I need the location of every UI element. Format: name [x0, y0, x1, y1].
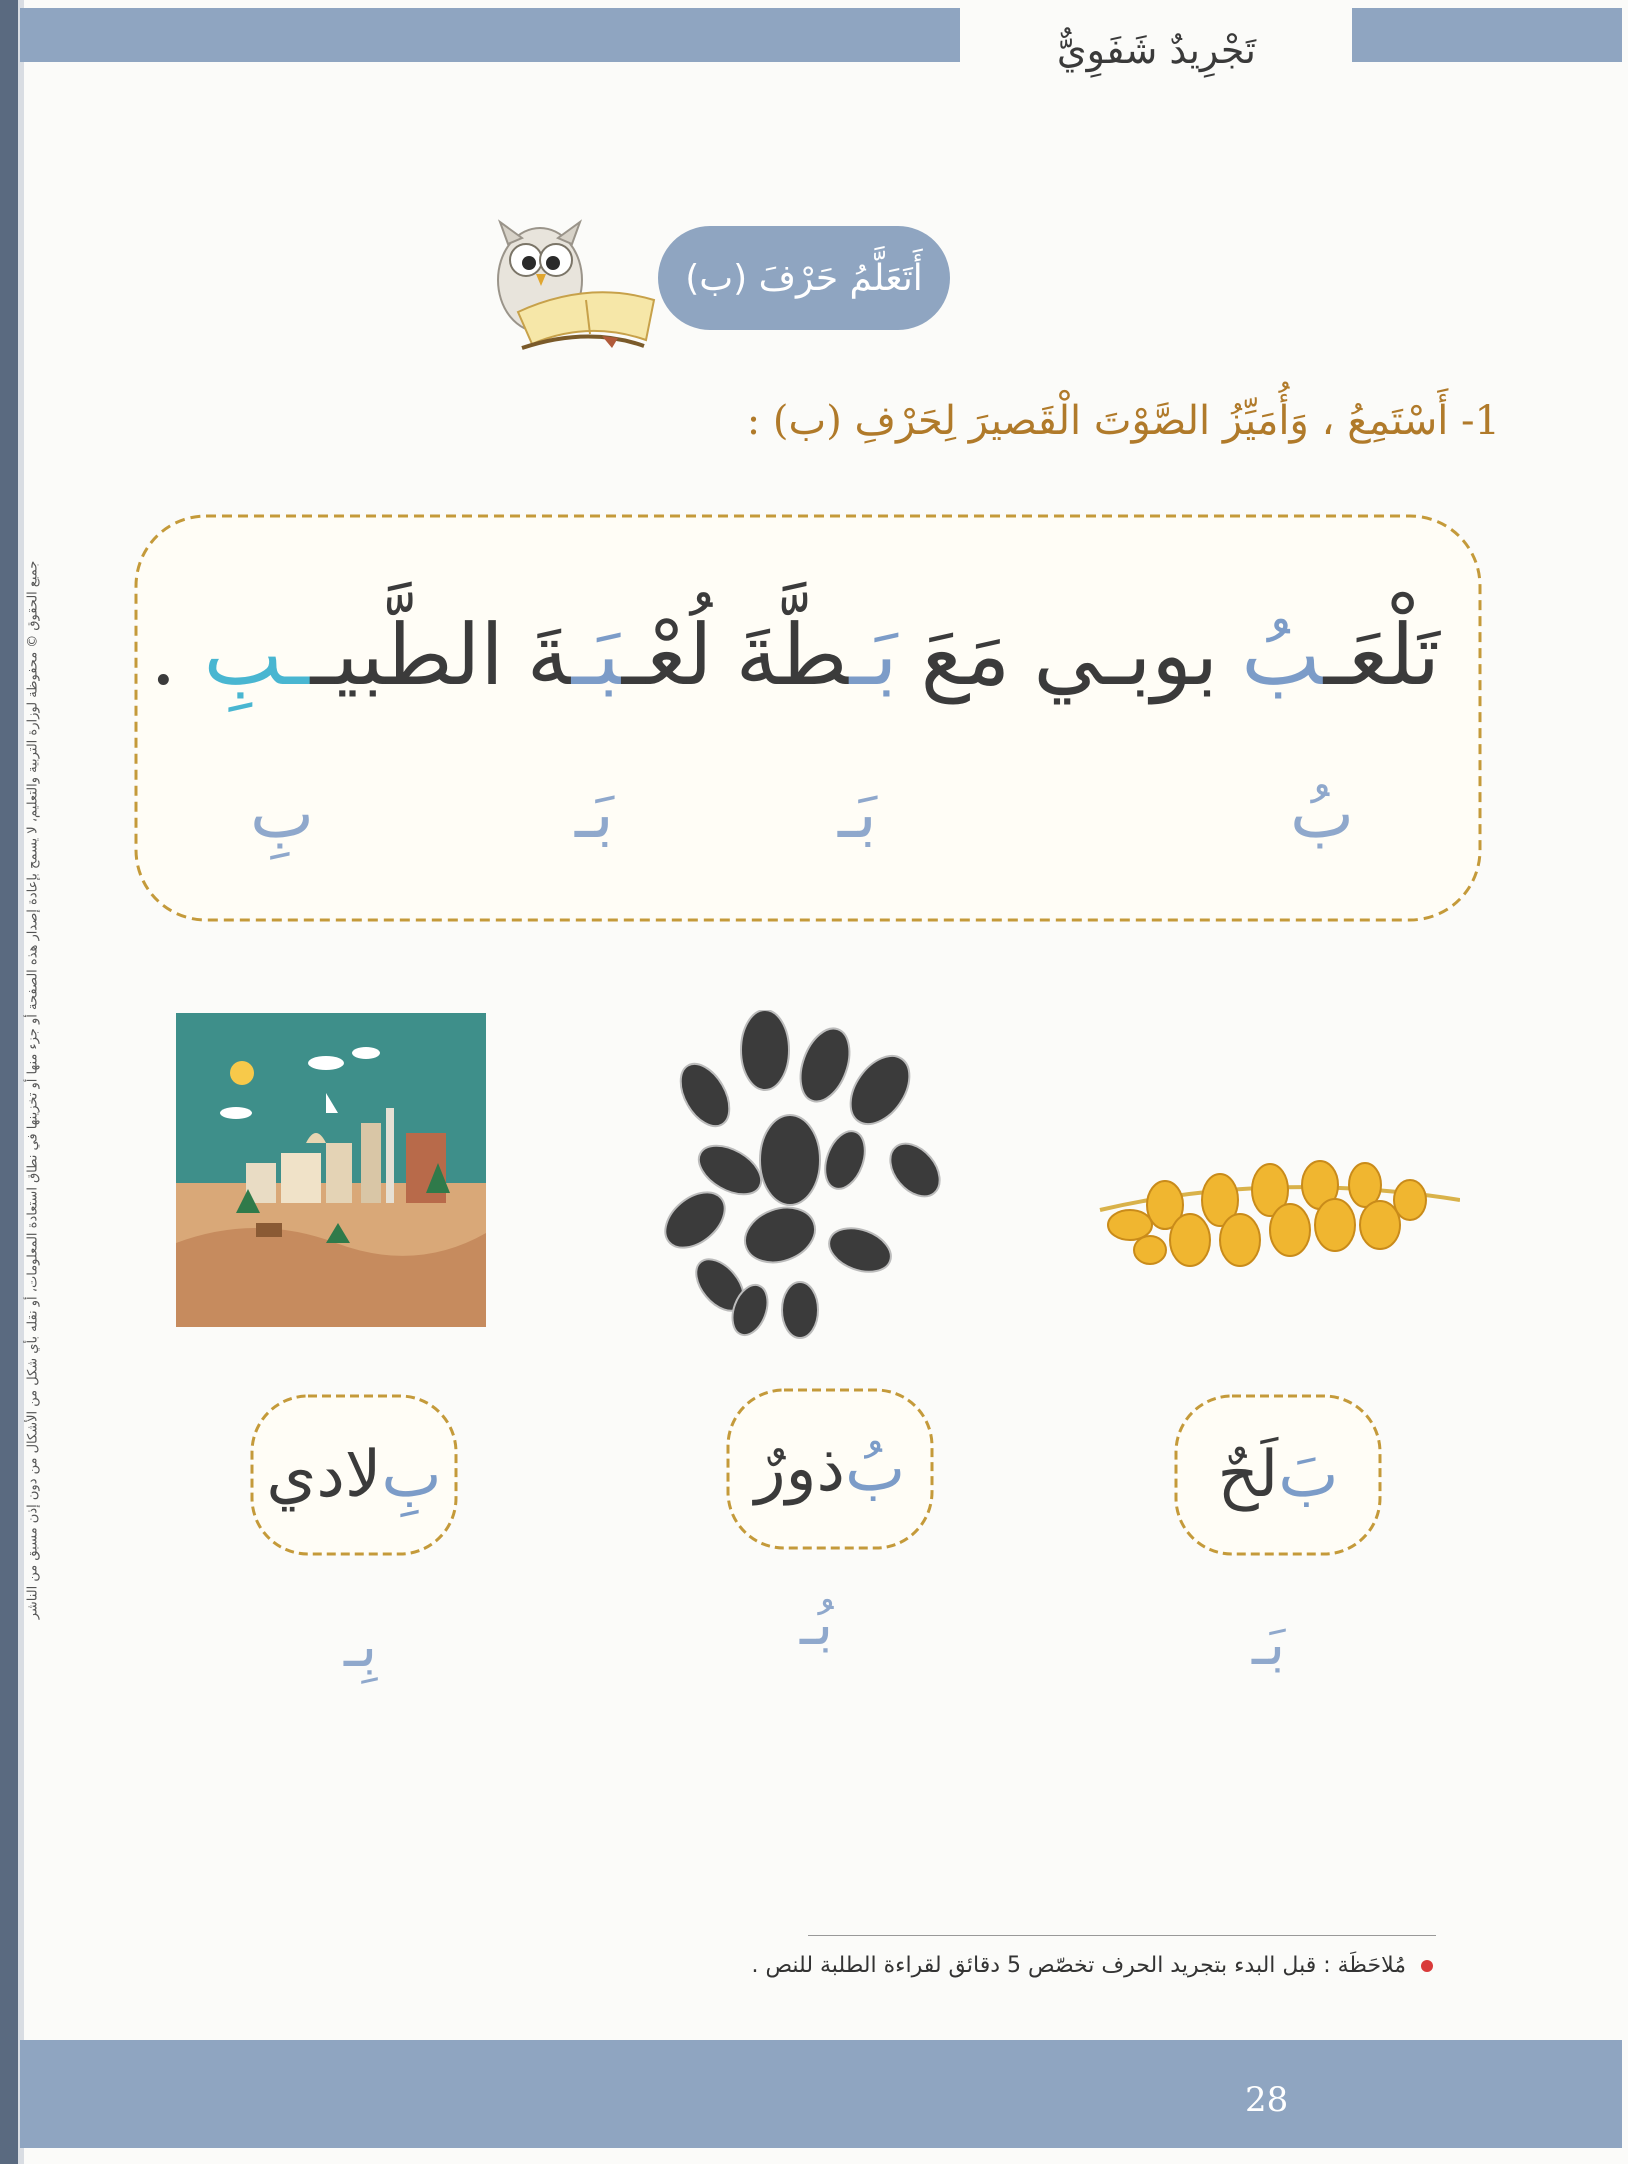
header-band-right	[1352, 8, 1622, 62]
footnote-divider	[808, 1935, 1436, 1936]
sentence-word-1: تَلْعَـبُ	[1241, 606, 1440, 704]
note-bullet-icon	[1421, 1960, 1433, 1972]
page-number: 28	[1245, 2080, 1289, 2120]
copyright-side-note	[22, 500, 44, 1680]
word-letter-seeds: بُـ	[800, 1590, 834, 1658]
sentence-word-5: لُعْـبَـةَ	[526, 606, 713, 704]
model-sentence	[150, 595, 1440, 715]
dates-illustration	[1090, 1130, 1460, 1280]
header-band-left	[20, 8, 960, 62]
my-country-illustration	[176, 1013, 486, 1327]
isolated-letter-3: بَـ	[575, 775, 614, 854]
word-letter-dates: بَـ	[1252, 1610, 1286, 1678]
isolated-letter-4: بِ	[250, 775, 315, 854]
sentence-word-4: بَـطَّةَ	[735, 606, 898, 704]
lesson-title: أَتَعَلَّمُ حَرْفَ (ب)	[685, 257, 923, 299]
sentence-wavy-frame	[128, 508, 1488, 928]
isolated-letter-2: بَـ	[838, 775, 877, 854]
word-card-seeds	[722, 1384, 938, 1554]
word-letter-my-country: بِـ	[344, 1612, 378, 1680]
copyright-text: جميع الحقوق © محفوظة لوزارة التربية والتعليم، لا يسمح بإعادة إصدار هذه الصفحة أو جزء منها أو تخزينها في نطاق استعادة المعلومات، أو نقله بأي شكل من الأشكال من دون إذن مسبق من الناشر	[25, 560, 41, 1620]
sentence-word-3: مَعَ	[920, 606, 1011, 704]
owl-reading-book-icon	[478, 208, 668, 358]
word-card-my-country	[246, 1390, 462, 1560]
word-my-country: بِ لادي	[266, 1438, 442, 1512]
lesson-title-pill	[658, 226, 950, 330]
word-seeds: بُ ذورٌ	[754, 1432, 906, 1506]
word-card-dates	[1170, 1390, 1386, 1560]
word-dates: بَ لَحٌ	[1217, 1438, 1339, 1512]
binding-edge	[0, 0, 18, 2164]
seeds-illustration	[650, 1010, 990, 1340]
exercise-instruction: 1- أَسْتَمِعُ ، وَأُمَيِّزُ الصَّوْتَ الْقَصيرَ لِحَرْفِ (ب) :	[746, 398, 1500, 444]
note-label: مُلاحَظَة :	[1323, 1953, 1406, 1978]
page-title: تَجْرِيدٌ شَفَوِيٌّ	[1056, 28, 1256, 72]
note-text: قبل البدء بتجريد الحرف تخصّص 5 دقائق لقراءة الطلبة للنص .	[751, 1953, 1317, 1978]
sentence-word-2: بوبـي	[1033, 606, 1219, 704]
footer-band	[20, 2040, 1622, 2148]
isolated-letter-1: بُ	[1290, 775, 1355, 854]
sentence-word-6: الطَّبيــبِ .	[150, 606, 504, 704]
teacher-note	[751, 1953, 1433, 1978]
